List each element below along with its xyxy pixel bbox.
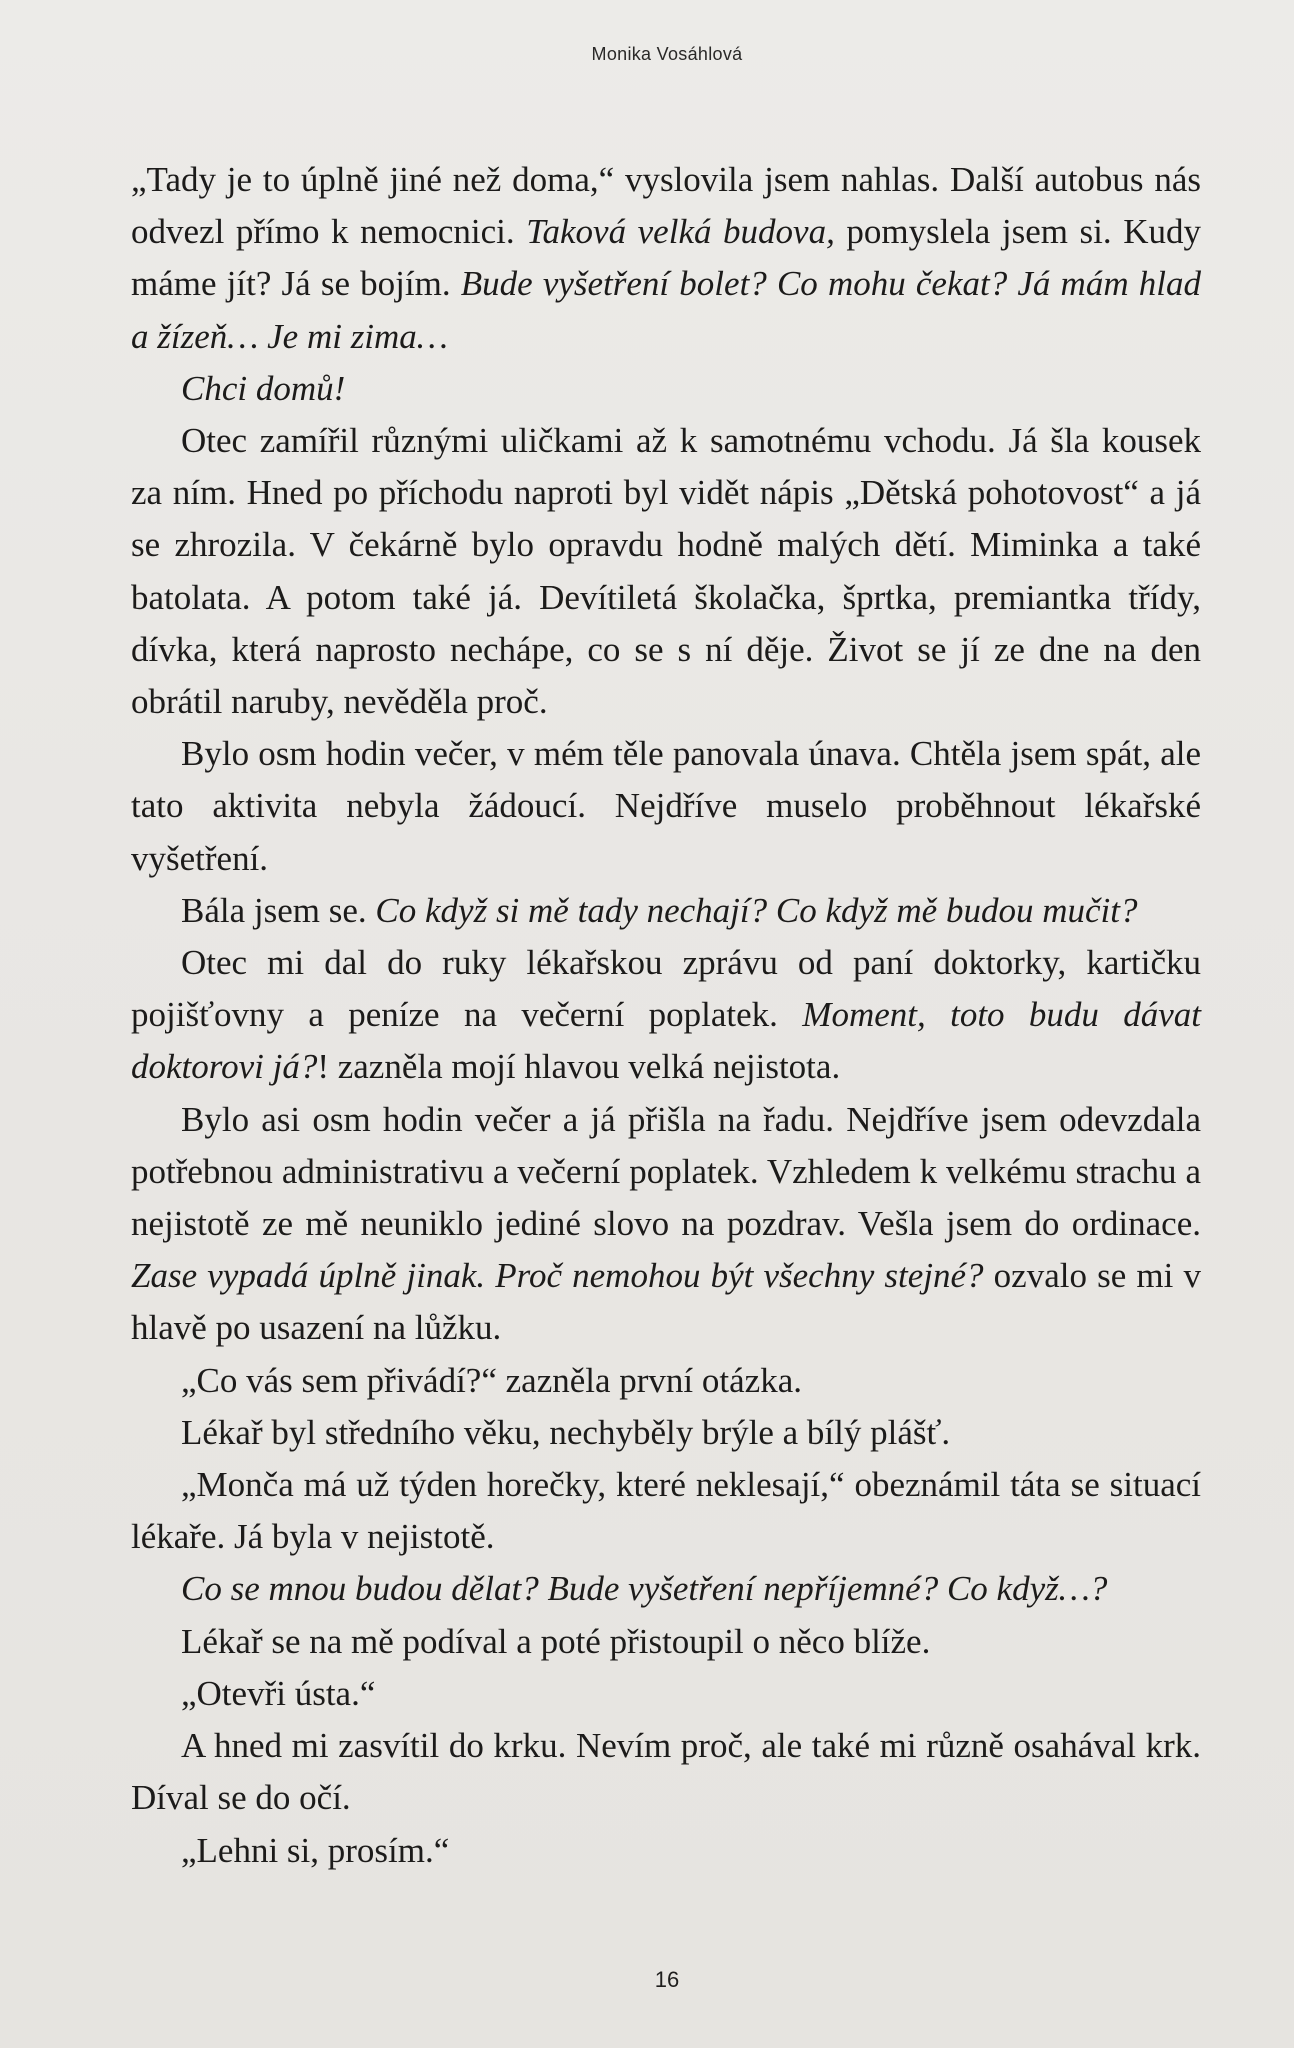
paragraph bbox=[131, 415, 1201, 728]
paragraph bbox=[131, 885, 1201, 937]
paragraph bbox=[131, 728, 1201, 885]
text-run: A hned mi zasvítil do krku. Nevím proč, ale také mi různě osahával krk. Díval se do očí. bbox=[131, 1726, 1201, 1818]
paragraph bbox=[131, 1407, 1201, 1459]
paragraph bbox=[131, 1094, 1201, 1355]
text-run: „Otevři ústa.“ bbox=[181, 1673, 376, 1713]
italic-text: Zase vypadá úplně jinak. Proč nemohou být všechny stejné? bbox=[131, 1256, 984, 1296]
italic-text: Co když si mě tady nechají? Co když mě budou mučit? bbox=[375, 890, 1138, 930]
italic-text: Co se mnou budou dělat? Bude vyšetření nepříjemné? Co když…? bbox=[181, 1569, 1108, 1609]
text-run: pomyslela jsem si. Kudy máme jít? Já se bojím. bbox=[131, 212, 1201, 304]
text-run: „Monča má už týden horečky, které neklesají,“ obeznámil táta se situací lékaře. Já byla v nejistotě. bbox=[131, 1465, 1201, 1557]
paragraph bbox=[131, 1616, 1201, 1668]
paragraph bbox=[131, 154, 1201, 363]
text-run: Lékař se na mě podíval a poté přistoupil o něco blíže. bbox=[181, 1621, 931, 1661]
text-run: „Lehni si, prosím.“ bbox=[181, 1830, 450, 1870]
italic-text: Moment, toto budu dávat doktorovi já? bbox=[131, 995, 1202, 1087]
body-text bbox=[131, 154, 1201, 1877]
paragraph bbox=[131, 1825, 1201, 1877]
text-run: ozvalo se mi v hlavě po usazení na lůžku. bbox=[131, 1256, 1201, 1348]
paragraph bbox=[131, 1720, 1201, 1824]
text-run: ! zazněla mojí hlavou velká nejistota. bbox=[317, 1047, 841, 1087]
paragraph bbox=[131, 363, 1201, 415]
text-run: Lékař byl středního věku, nechyběly brýle a bílý plášť. bbox=[181, 1412, 951, 1452]
paragraph bbox=[131, 1668, 1201, 1720]
paragraph bbox=[131, 1355, 1201, 1407]
italic-text: Chci domů! bbox=[181, 368, 346, 408]
text-run: „Co vás sem přivádí?“ zazněla první otázka. bbox=[181, 1360, 802, 1400]
text-run: Bála jsem se. bbox=[181, 890, 376, 930]
text-run: Otec zamířil různými uličkami až k samotnému vchodu. Já šla kousek za ním. Hned po příchodu naproti byl vidět nápis „Dětská pohotovost“ a já se zhrozila. V čekárně bylo opravdu hodně malých dětí. Miminka a také batolata. A potom také já. Devítiletá školačka, šprtka, premiantka třídy, dívka, která naprosto nechápe, co se s ní děje. Život se jí ze dne na den obrátil naruby, nevěděla proč. bbox=[131, 421, 1201, 722]
page-number: 16 bbox=[654, 1967, 680, 1992]
text-run: „Tady je to úplně jiné než doma,“ vyslovila jsem nahlas. Další autobus nás odvezl přímo k nemocnici. bbox=[131, 160, 1201, 252]
paragraph bbox=[131, 937, 1201, 1094]
italic-text: Taková velká budova, bbox=[526, 212, 835, 252]
italic-text: Bude vyšetření bolet? Co mohu čekat? Já mám hlad a žízeň… Je mi zima… bbox=[131, 264, 1201, 356]
paragraph bbox=[131, 1563, 1201, 1615]
paragraph bbox=[131, 1459, 1201, 1563]
text-run: Bylo asi osm hodin večer a já přišla na řadu. Nejdříve jsem odevzdala potřebnou administrativu a večerní poplatek. Vzhledem k velkému strachu a nejistotě ze mě neuniklo jediné slovo na pozdrav. Vešla jsem do ordinace. bbox=[131, 1099, 1201, 1244]
running-header-author: Monika Vosáhlová bbox=[591, 44, 743, 64]
text-run: Bylo osm hodin večer, v mém těle panovala únava. Chtěla jsem spát, ale tato aktivita nebyla žádoucí. Nejdříve muselo proběhnout lékařské vyšetření. bbox=[131, 734, 1201, 878]
text-run: Otec mi dal do ruky lékařskou zprávu od paní doktorky, kartičku pojišťovny a peníze na večerní poplatek. bbox=[131, 943, 1201, 1035]
